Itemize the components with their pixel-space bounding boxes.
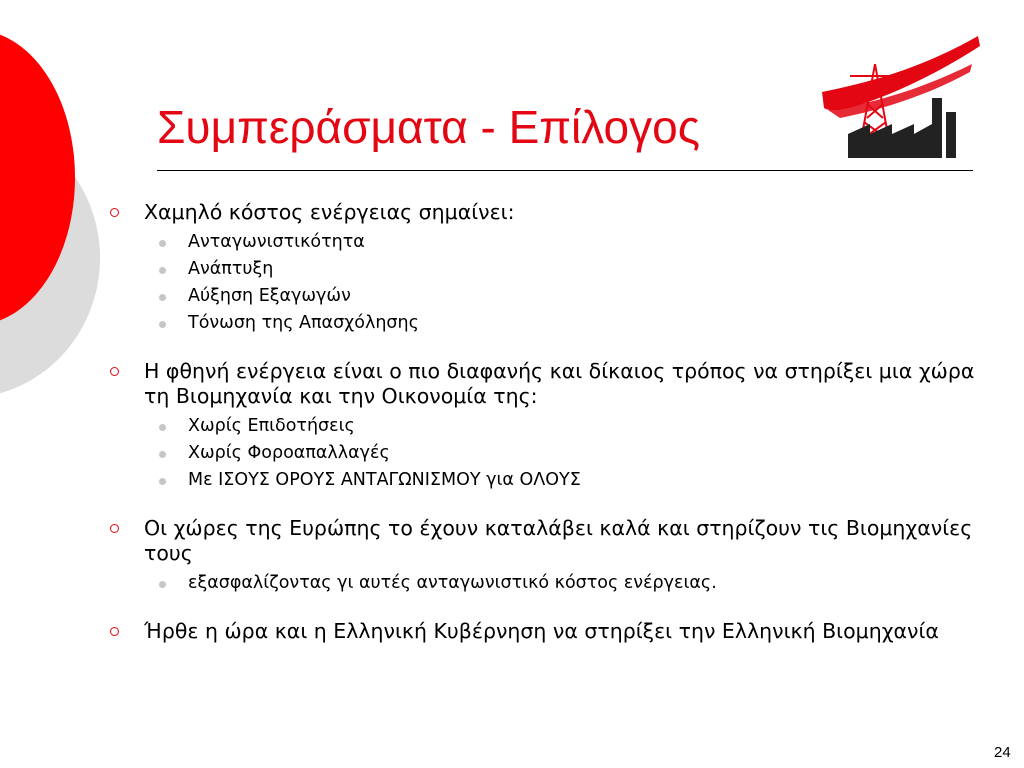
dot-bullet-icon	[159, 240, 166, 247]
sub-bullet-item	[100, 256, 980, 283]
sub-list	[100, 570, 980, 597]
hollow-circle-bullet-icon	[110, 627, 119, 636]
content	[100, 200, 980, 648]
power-pylon-factory-logo-icon	[820, 34, 980, 162]
dot-bullet-icon	[159, 424, 166, 431]
hollow-circle-bullet-icon	[110, 367, 119, 376]
sub-bullet-text: Χωρίς Φοροαπαλλαγές	[188, 443, 390, 463]
sub-bullet-text: Με ΙΣΟΥΣ ΟΡΟΥΣ ΑΝΤΑΓΩΝΙΣΜΟΥ για ΟΛΟΥΣ	[188, 470, 581, 490]
bullet-item	[100, 619, 980, 644]
page-number: 24	[994, 744, 1011, 761]
dot-bullet-icon	[159, 267, 166, 274]
sub-bullet-item	[100, 413, 980, 440]
sub-bullet-text: Τόνωση της Απασχόλησης	[188, 313, 419, 333]
sub-bullet-text: Ανάπτυξη	[188, 259, 274, 279]
sub-bullet-item	[100, 570, 980, 597]
title-underline	[157, 170, 973, 171]
sub-bullet-text: Αύξηση Εξαγωγών	[188, 286, 351, 306]
dot-bullet-icon	[159, 294, 166, 301]
hollow-circle-bullet-icon	[110, 524, 119, 533]
bullet-item	[100, 200, 980, 225]
bullet-text: Η φθηνή ενέργεια είναι ο πιο διαφανής και δίκαιος τρόπος να στηρίξει μια χώρα τη Βιομηχανία και την Οικονομία της:	[144, 359, 975, 408]
sub-list	[100, 229, 980, 337]
dot-bullet-icon	[159, 478, 166, 485]
bullet-text: Ήρθε η ώρα και η Ελληνική Κυβέρνηση να στηρίξει την Ελληνική Βιομηχανία	[144, 619, 939, 643]
sub-bullet-text: Ανταγωνιστικότητα	[188, 232, 365, 252]
sub-bullet-text: εξασφαλίζοντας γι αυτές ανταγωνιστικό κόστος ενέργειας.	[188, 573, 717, 593]
dot-bullet-icon	[159, 451, 166, 458]
sub-bullet-item	[100, 310, 980, 337]
dot-bullet-icon	[159, 581, 166, 588]
sub-bullet-item	[100, 229, 980, 256]
bullet-item	[100, 516, 980, 566]
sub-bullet-item	[100, 467, 980, 494]
bullet-item	[100, 359, 980, 409]
hollow-circle-bullet-icon	[110, 208, 119, 217]
bullet-text: Οι χώρες της Ευρώπης το έχουν καταλάβει καλά και στηρίζουν τις Βιομηχανίες τους	[144, 516, 973, 565]
sub-list	[100, 413, 980, 494]
sub-bullet-text: Χωρίς Επιδοτήσεις	[188, 416, 355, 436]
sub-bullet-item	[100, 440, 980, 467]
slide-title: Συμπεράσματα - Επίλογος	[157, 101, 700, 153]
bullet-text: Χαμηλό κόστος ενέργειας σημαίνει:	[144, 200, 515, 224]
dot-bullet-icon	[159, 321, 166, 328]
sub-bullet-item	[100, 283, 980, 310]
